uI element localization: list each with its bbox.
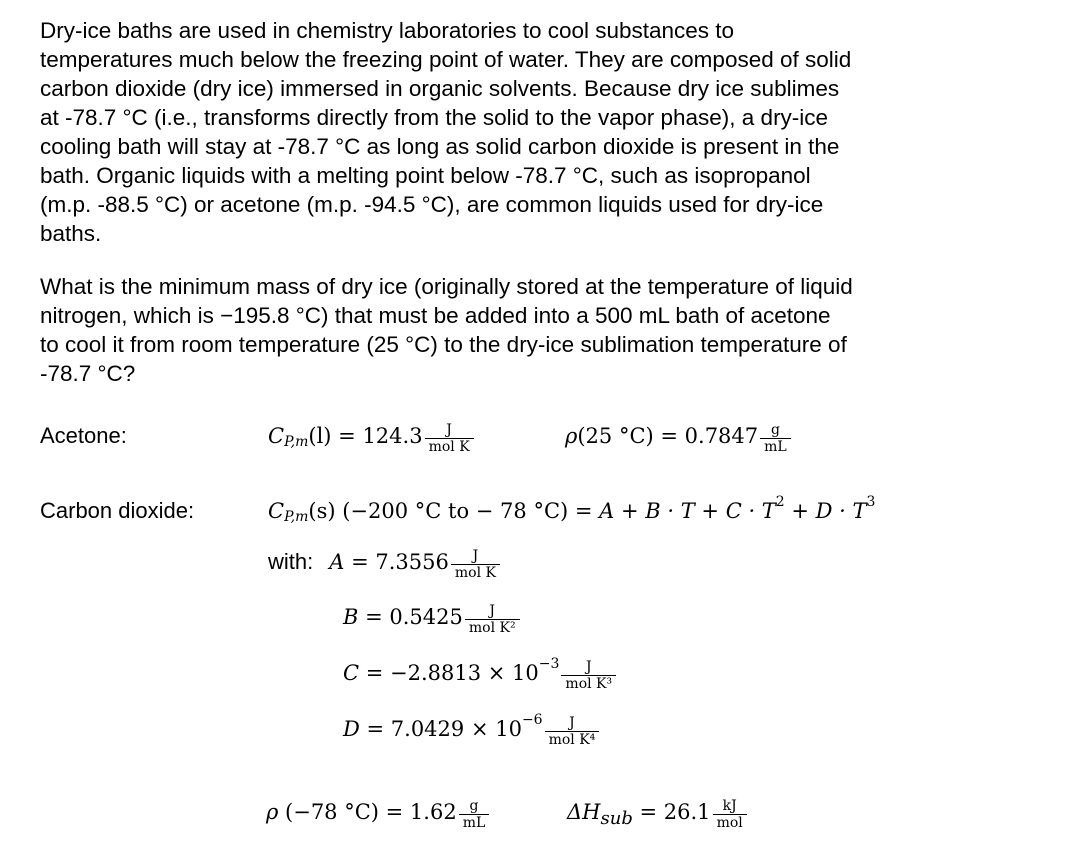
text-line: Dry-ice baths are used in chemistry laboratories to cool substances to [40,18,735,43]
acetone-heat-capacity [268,416,472,456]
exponent: 2 [775,494,785,510]
unit-numerator: J [465,603,520,620]
symbol: ρ [266,800,279,824]
unit-fraction [453,548,498,581]
coefficient-d [343,709,597,749]
unit-fraction [467,603,518,636]
text-line: to cool it from room temperature (25 °C) to the dry-ice sublimation temperature of [40,332,847,357]
text-line: bath. Organic liquids with a melting point below -78.7 °C, such as isopropanol [40,163,811,188]
unit-fraction [427,422,472,455]
unit-fraction [563,659,614,692]
exponent: −6 [521,712,543,728]
question-paragraph [40,272,853,388]
unit-numerator: J [545,715,600,732]
subscript: P,m [284,434,309,450]
co2-heat-capacity-formula [268,491,875,531]
unit-denominator: mol K [428,438,470,455]
unit-numerator: kJ [713,798,747,815]
subscript: sub [600,807,633,829]
unit-fraction [461,798,488,831]
exponent: 3 [866,494,876,510]
value: = −2.8813 × 10 [359,661,539,685]
text-line: What is the minimum mass of dry ice (originally stored at the temperature of liquid [40,274,853,299]
unit-fraction [547,715,598,748]
value: = 0.5425 [358,605,463,629]
text-line: temperatures much below the freezing point of water. They are composed of solid [40,47,852,72]
co2-label: Carbon dioxide: [40,498,195,523]
sublimation-enthalpy [567,792,745,832]
symbol: A [329,550,345,574]
text-line: at -78.7 °C (i.e., transforms directly from the solid to the vapor phase), a dry-ice [40,105,829,130]
symbol: D [343,717,360,741]
unit-numerator: J [561,659,616,676]
value: (l) = 124.3 [308,424,423,448]
coefficient-c [343,653,614,693]
value: (25 °C) = 0.7847 [577,424,759,448]
text-line: (m.p. -88.5 °C) or acetone (m.p. -94.5 °C), are common liquids used for dry-ice [40,192,824,217]
acetone-density [565,416,789,456]
unit-numerator: J [451,548,500,565]
range: (s) (−200 °C to − 78 °C) = [308,499,593,523]
with-label: with: [268,549,314,574]
text-line: carbon dioxide (dry ice) immersed in organic solvents. Because dry ice sublimes [40,76,840,101]
unit-numerator: J [425,422,474,439]
symbol: B [343,605,359,629]
unit-denominator: mol K⁴ [548,731,596,748]
unit-denominator: mL [764,438,787,455]
unit-denominator: mol K³ [565,675,613,692]
unit-numerator: g [760,422,791,439]
symbol: ρ [565,424,578,448]
coefficient-b [343,597,518,637]
text-line: baths. [40,221,102,246]
co2-density [266,792,487,832]
coefficient-a [268,542,498,582]
exponent: −3 [538,656,560,672]
unit-denominator: mL [462,814,486,831]
value: = 7.3556 [344,550,449,574]
unit-denominator: mol K [454,564,496,581]
unit-fraction [715,798,745,831]
formula: A + B · T + C · T [599,499,776,523]
acetone-label: Acetone: [40,423,127,448]
unit-denominator: mol K² [468,619,516,636]
value: (−78 °C) = 1.62 [278,800,457,824]
value: = 26.1 [632,800,711,824]
subscript: P,m [284,509,309,525]
unit-numerator: g [459,798,490,815]
text-line: cooling bath will stay at -78.7 °C as long as solid carbon dioxide is present in the [40,134,840,159]
symbol: ΔH [567,800,601,824]
value: = 7.0429 × 10 [359,717,522,741]
text-line: -78.7 °C? [40,361,136,386]
symbol: C [343,661,360,685]
intro-paragraph [40,16,851,248]
formula: + D · T [784,499,867,523]
symbol: C [268,424,285,448]
text-line: nitrogen, which is −195.8 °C) that must be added into a 500 mL bath of acetone [40,303,831,328]
symbol: C [268,499,285,523]
unit-fraction [762,422,789,455]
unit-denominator: mol [716,814,743,831]
